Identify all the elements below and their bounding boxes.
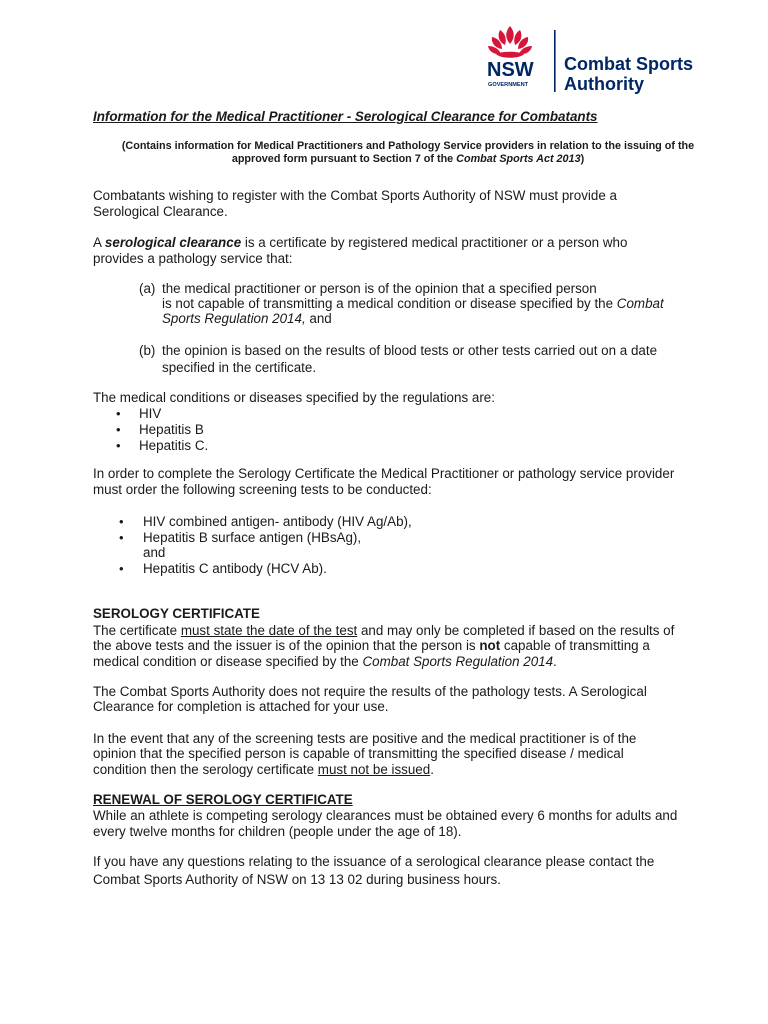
bullet-icon: • bbox=[116, 438, 121, 453]
definition-post: is a certificate by registered medical practitioner or a person who bbox=[241, 235, 628, 250]
intro-line2: Serological Clearance. bbox=[93, 204, 228, 219]
subtitle-line2 bbox=[93, 153, 723, 166]
item-b-line2: specified in the certificate. bbox=[162, 360, 317, 375]
item-a-line1: the medical practitioner or person is of the opinion that a specified person bbox=[162, 281, 597, 296]
conditions-intro: The medical conditions or diseases specified by the regulations are: bbox=[93, 390, 495, 405]
logo-divider bbox=[554, 30, 556, 92]
serology-line1 bbox=[93, 623, 674, 639]
positive-line3-post: . bbox=[430, 762, 434, 777]
nsw-wordmark: NSW bbox=[487, 59, 534, 81]
serology-line1-pre: The certificate bbox=[93, 623, 181, 638]
item-a-line2 bbox=[162, 296, 664, 312]
contact-line1: If you have any questions relating to the issuance of a serological clearance please contact the bbox=[93, 854, 655, 869]
bullet-icon: • bbox=[119, 514, 124, 529]
regulation-name: Sports Regulation 2014, bbox=[162, 311, 306, 326]
condition-item: Hepatitis C. bbox=[139, 438, 209, 453]
serology-line2 bbox=[93, 638, 650, 654]
serology-heading: SEROLOGY CERTIFICATE bbox=[93, 606, 260, 621]
bullet-icon: • bbox=[119, 530, 124, 545]
subtitle-line2-end: ) bbox=[580, 153, 585, 165]
document-subtitle bbox=[93, 140, 723, 166]
item-b-line1: the opinion is based on the results of blood tests or other tests carried out on a date bbox=[162, 343, 658, 358]
subtitle-line1: (Contains information for Medical Practitioners and Pathology Service providers in relation to the issuing of the bbox=[121, 140, 695, 152]
positive-line2: opinion that the specified person is capable of transmitting the specified disease / medical bbox=[93, 746, 624, 761]
bullet-icon: • bbox=[119, 561, 124, 576]
positive-line3-pre: condition then the serology certificate bbox=[93, 762, 318, 777]
test-and: and bbox=[143, 545, 166, 560]
authority-note-line2: Clearance for completion is attached for your use. bbox=[93, 699, 389, 714]
positive-line3 bbox=[93, 762, 434, 778]
item-b-marker: (b) bbox=[139, 343, 156, 358]
definition-term: serological clearance bbox=[104, 235, 242, 250]
act-name: Combat Sports Act 2013 bbox=[456, 153, 581, 165]
serology-line1-post: and may only be completed if based on the results of bbox=[357, 623, 675, 638]
serology-line2-bold: not bbox=[479, 638, 501, 653]
serology-line3 bbox=[93, 654, 557, 670]
nsw-combat-sports-logo bbox=[484, 24, 724, 98]
serology-line3-italic: Combat Sports Regulation 2014 bbox=[362, 654, 554, 669]
waratah-icon bbox=[488, 26, 532, 58]
renewal-heading: RENEWAL OF SEROLOGY CERTIFICATE bbox=[93, 792, 353, 807]
serology-line2-pre: the above tests and the issuer is of the opinion that the person is bbox=[93, 638, 480, 653]
authority-note-line1: The Combat Sports Authority does not require the results of the pathology tests. A Serological bbox=[93, 684, 647, 699]
definition-line1 bbox=[93, 235, 627, 251]
item-a-line3-end: and bbox=[305, 311, 332, 326]
test-item: Hepatitis B surface antigen (HBsAg), bbox=[143, 530, 362, 545]
test-item: HIV combined antigen- antibody (HIV Ag/Ab), bbox=[143, 514, 412, 529]
item-a-marker: (a) bbox=[139, 281, 156, 296]
item-a-line2-italic: Combat bbox=[616, 296, 664, 311]
positive-line3-underlined: must not be issued bbox=[317, 762, 431, 777]
definition-pre: A bbox=[93, 235, 105, 250]
document-title: Information for the Medical Practitioner - Serological Clearance for Combatants bbox=[93, 109, 598, 124]
subtitle-line2-text: approved form pursuant to Section 7 of the bbox=[231, 153, 457, 165]
org-name-line1: Combat Sports bbox=[564, 54, 694, 74]
serology-line3-pre: medical condition or disease specified by the bbox=[93, 654, 363, 669]
bullet-icon: • bbox=[116, 422, 121, 437]
contact-line2: Combat Sports Authority of NSW on 13 13 02 during business hours. bbox=[93, 872, 501, 887]
renewal-line1: While an athlete is competing serology clearances must be obtained every 6 months for adults and bbox=[93, 808, 678, 823]
item-a-line3 bbox=[162, 311, 332, 327]
serology-line2-post: capable of transmitting a bbox=[500, 638, 650, 653]
order-line2: must order the following screening tests to be conducted: bbox=[93, 482, 432, 497]
order-line1: In order to complete the Serology Certificate the Medical Practitioner or pathology service provider bbox=[93, 466, 675, 481]
bullet-icon: • bbox=[116, 406, 121, 421]
renewal-line2: every twelve months for children (people under the age of 18). bbox=[93, 824, 462, 839]
condition-item: Hepatitis B bbox=[139, 422, 204, 437]
government-wordmark: GOVERNMENT bbox=[488, 82, 529, 88]
condition-item: HIV bbox=[139, 406, 162, 421]
item-a-line2-text: is not capable of transmitting a medical condition or disease specified by the bbox=[162, 296, 617, 311]
serology-line1-underlined: must state the date of the test bbox=[180, 623, 358, 638]
intro-line1: Combatants wishing to register with the Combat Sports Authority of NSW must provide a bbox=[93, 188, 617, 203]
test-item: Hepatitis C antibody (HCV Ab). bbox=[143, 561, 327, 576]
definition-line2: provides a pathology service that: bbox=[93, 251, 293, 266]
org-name-line2: Authority bbox=[564, 74, 644, 94]
serology-line3-post: . bbox=[553, 654, 557, 669]
positive-line1: In the event that any of the screening tests are positive and the medical practitioner is of the bbox=[93, 731, 637, 746]
